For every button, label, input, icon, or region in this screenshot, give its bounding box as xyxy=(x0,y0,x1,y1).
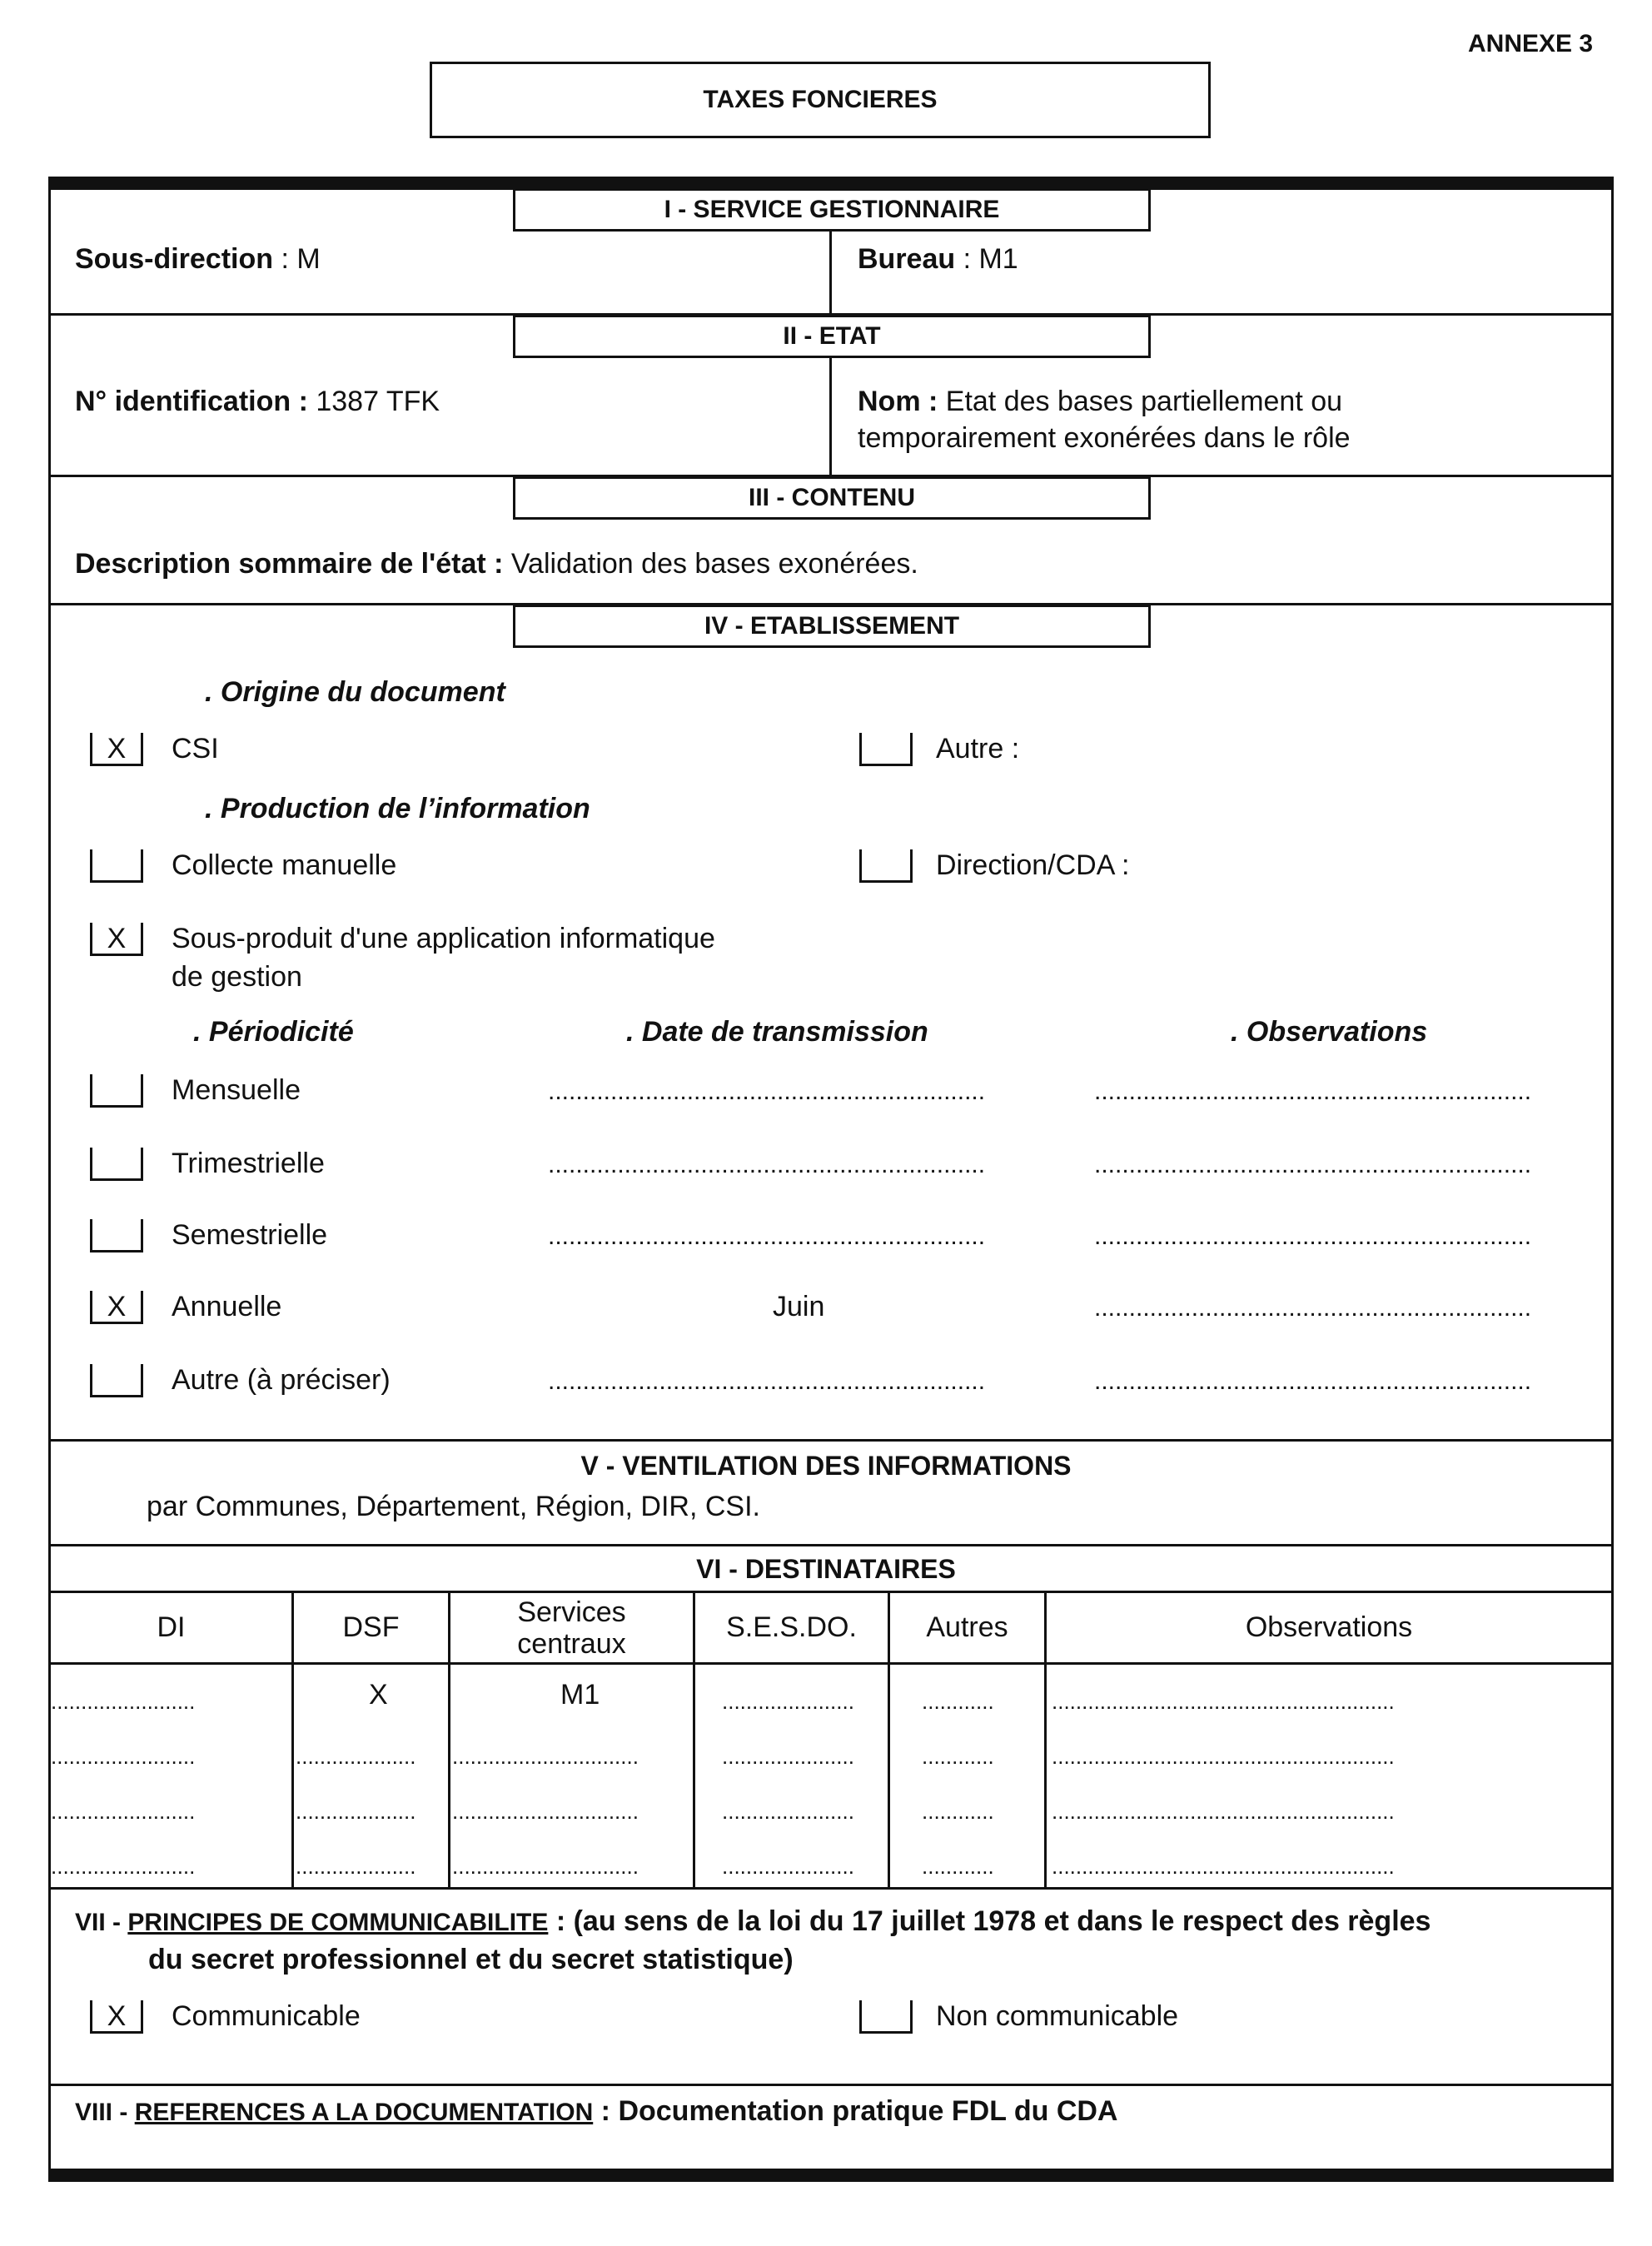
nom-label: Nom : xyxy=(858,386,938,417)
divider xyxy=(829,232,832,313)
nom-value-line-1: Etat des bases partiellement ou xyxy=(938,386,1343,417)
divider xyxy=(829,358,832,476)
cell-dsf[interactable]: .................... xyxy=(296,1799,416,1824)
communicabilite-heading xyxy=(75,1905,1431,1938)
column-periodicite: . Périodicité xyxy=(193,1016,354,1048)
section-8-text: : Documentation pratique FDL du CDA xyxy=(593,2095,1118,2127)
checkbox-autre-periodicite[interactable] xyxy=(90,1364,143,1397)
date-value: Juin xyxy=(773,1291,825,1322)
periodicite-label: Mensuelle xyxy=(172,1074,301,1106)
checkbox-annuelle[interactable]: X xyxy=(90,1291,143,1324)
cell-observations[interactable]: ......................................................... xyxy=(1052,1854,1395,1879)
cell-services-centraux[interactable]: ............................... xyxy=(452,1799,639,1824)
section-7-text: : (au sens de la loi du 17 juillet 1978 et dans le respect des règles xyxy=(548,1905,1431,1937)
cell-autres[interactable]: ............ xyxy=(922,1689,994,1714)
cell-observations[interactable]: ......................................................... xyxy=(1052,1689,1395,1714)
observation-field[interactable]: ............................................................... xyxy=(1094,1294,1532,1322)
periodicite-label: Semestrielle xyxy=(172,1219,328,1251)
section-divider xyxy=(48,1887,1614,1890)
section-divider xyxy=(48,2084,1614,2086)
nom-field xyxy=(858,386,1342,418)
description-label: Description sommaire de l'état : xyxy=(75,548,504,580)
table-header-services-centraux: Services centraux xyxy=(517,1596,626,1660)
cell-services-centraux[interactable]: ............................... xyxy=(452,1744,639,1769)
checkbox-non-communicable[interactable] xyxy=(859,2000,913,2034)
periodicite-label: Annuelle xyxy=(172,1291,282,1322)
checkbox-label-continued: de gestion xyxy=(172,961,302,993)
checkbox-trimestrielle[interactable] xyxy=(90,1148,143,1181)
table-header-observations: Observations xyxy=(1245,1611,1413,1643)
cell-sesdo[interactable]: ...................... xyxy=(722,1744,854,1769)
table-header-rule xyxy=(48,1662,1614,1665)
section-7-prefix: VII - xyxy=(75,1909,128,1936)
observation-field[interactable]: ............................................................... xyxy=(1094,1151,1532,1178)
checkbox-semestrielle[interactable] xyxy=(90,1219,143,1252)
table-header-di: DI xyxy=(157,1611,186,1643)
date-field[interactable]: ............................................................... xyxy=(548,1367,986,1395)
document-title: TAXES FONCIERES xyxy=(430,62,1211,138)
bureau-field xyxy=(858,243,1018,276)
checkbox-direction-cda[interactable] xyxy=(859,849,913,883)
section-8-prefix: VIII - xyxy=(75,2099,135,2126)
sous-direction-value: : M xyxy=(273,243,321,275)
table-header-sesdo: S.E.S.DO. xyxy=(726,1611,857,1643)
annex-label: ANNEXE 3 xyxy=(1468,30,1594,57)
cell-di[interactable]: ........................ xyxy=(51,1854,196,1879)
cell-autres[interactable]: ............ xyxy=(922,1744,994,1769)
table-row xyxy=(51,1780,1611,1830)
cell-observations[interactable]: ......................................................... xyxy=(1052,1799,1395,1824)
cell-services-centraux: M1 xyxy=(560,1679,600,1711)
date-field[interactable]: ............................................................... xyxy=(548,1223,986,1250)
table-row xyxy=(51,1726,1611,1775)
section-2-title: II - ETAT xyxy=(513,315,1151,358)
checkbox-autre-origine[interactable] xyxy=(859,733,913,766)
checkbox-sous-produit[interactable]: X xyxy=(90,923,143,956)
checkbox-mensuelle[interactable] xyxy=(90,1074,143,1108)
ventilation-text: par Communes, Département, Région, DIR, CSI. xyxy=(147,1491,760,1522)
checkbox-csi[interactable]: X xyxy=(90,733,143,766)
cell-sesdo[interactable]: ...................... xyxy=(722,1799,854,1824)
observation-field[interactable]: ............................................................... xyxy=(1094,1223,1532,1250)
sous-direction-label: Sous-direction xyxy=(75,243,274,275)
section-3-title: III - CONTENU xyxy=(513,476,1151,520)
identification-value: 1387 TFK xyxy=(307,386,440,417)
table-row xyxy=(51,1671,1611,1721)
section-divider xyxy=(48,1439,1614,1442)
section-4-title: IV - ETABLISSEMENT xyxy=(513,605,1151,648)
bureau-value: : M1 xyxy=(955,243,1018,275)
table-header-autres: Autres xyxy=(926,1611,1008,1643)
section-6-title: VI - DESTINATAIRES xyxy=(696,1554,956,1584)
column-date-transmission: . Date de transmission xyxy=(626,1016,928,1048)
section-divider xyxy=(48,1544,1614,1546)
bottom-rule xyxy=(48,2169,1614,2182)
origine-heading: . Origine du document xyxy=(205,676,505,708)
section-5-title: V - VENTILATION DES INFORMATIONS xyxy=(580,1451,1072,1481)
cell-di[interactable]: ........................ xyxy=(51,1689,196,1714)
cell-di[interactable]: ........................ xyxy=(51,1799,196,1824)
description-value: Validation des bases exonérées. xyxy=(503,548,918,580)
section-7-text-continued: du secret professionnel et du secret statistique) xyxy=(148,1944,794,1975)
cell-dsf: X xyxy=(369,1679,388,1711)
checkbox-collecte-manuelle[interactable] xyxy=(90,849,143,883)
checkbox-label: Non communicable xyxy=(936,2000,1179,2032)
checkbox-label: Autre : xyxy=(936,733,1020,764)
cell-autres[interactable]: ............ xyxy=(922,1799,994,1824)
bureau-label: Bureau xyxy=(858,243,956,275)
cell-sesdo[interactable]: ...................... xyxy=(722,1689,854,1714)
section-7-title: PRINCIPES DE COMMUNICABILITE xyxy=(127,1909,549,1936)
checkbox-communicable[interactable]: X xyxy=(90,2000,143,2034)
nom-value-line-2: temporairement exonérées dans le rôle xyxy=(858,422,1351,454)
documentation-heading xyxy=(75,2095,1117,2128)
production-heading: . Production de l’information xyxy=(205,793,590,824)
periodicite-label: Trimestrielle xyxy=(172,1148,325,1179)
checkbox-label: CSI xyxy=(172,733,219,764)
cell-sesdo[interactable]: ...................... xyxy=(722,1854,854,1879)
checkbox-label: Direction/CDA : xyxy=(936,849,1130,881)
cell-autres[interactable]: ............ xyxy=(922,1854,994,1879)
column-observations: . Observations xyxy=(1231,1016,1428,1048)
observation-field[interactable]: ............................................................... xyxy=(1094,1367,1532,1395)
identification-label: N° identification : xyxy=(75,386,308,417)
description-field xyxy=(75,548,918,580)
cell-dsf[interactable]: .................... xyxy=(296,1854,416,1879)
checkbox-label: Collecte manuelle xyxy=(172,849,397,881)
observation-field[interactable]: ............................................................... xyxy=(1094,1078,1532,1105)
checkbox-label: Communicable xyxy=(172,2000,361,2032)
cell-di[interactable]: ........................ xyxy=(51,1744,196,1769)
section-1-title: I - SERVICE GESTIONNAIRE xyxy=(513,188,1151,232)
section-8-title: REFERENCES A LA DOCUMENTATION xyxy=(134,2099,594,2126)
date-field[interactable]: ............................................................... xyxy=(548,1151,986,1178)
cell-services-centraux[interactable]: ............................... xyxy=(452,1854,639,1879)
date-field[interactable]: ............................................................... xyxy=(548,1078,986,1105)
sous-direction-field xyxy=(75,243,321,276)
identification-field xyxy=(75,386,440,418)
cell-dsf[interactable]: .................... xyxy=(296,1744,416,1769)
cell-observations[interactable]: ......................................................... xyxy=(1052,1744,1395,1769)
periodicite-label: Autre (à préciser) xyxy=(172,1364,391,1396)
table-row xyxy=(51,1835,1611,1885)
table-header-dsf: DSF xyxy=(342,1611,400,1643)
checkbox-label: Sous-produit d'une application informatique xyxy=(172,923,715,954)
